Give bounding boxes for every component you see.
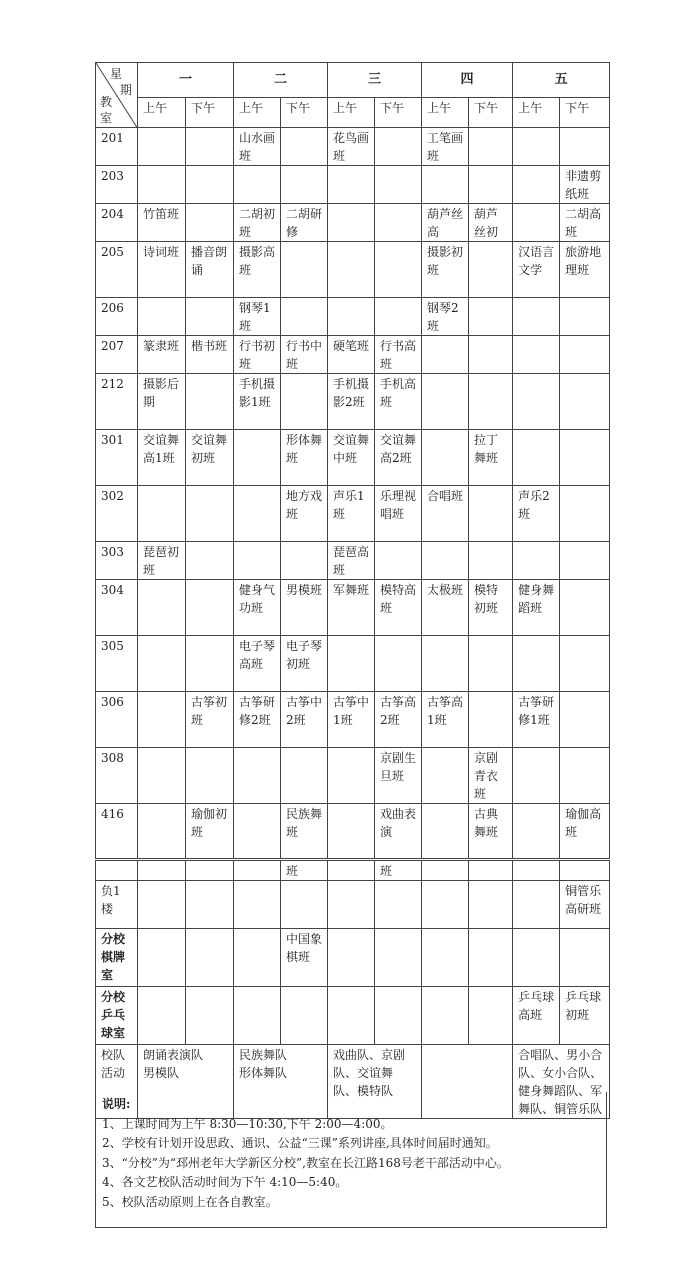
- class-cell-mon-pm: [186, 580, 234, 636]
- class-cell-mon-pm: [186, 298, 234, 336]
- corner-label-qi: 期: [120, 83, 133, 97]
- class-cell-fri-pm: 乒乓球初班: [560, 987, 610, 1045]
- notes-line: 5、校队活动原则上在各自教室。: [102, 1194, 278, 1209]
- class-cell-wed-am: [328, 987, 375, 1045]
- class-cell-thu-am: 合唱班: [422, 486, 469, 542]
- table-row: [96, 374, 610, 430]
- class-cell-wed-am: [328, 204, 375, 242]
- class-cell-tue-am: 行书初班: [234, 336, 281, 374]
- class-cell-tue-pm: 班: [281, 860, 328, 881]
- class-cell-tue-pm: [281, 242, 328, 298]
- class-cell-wed-pm: [375, 166, 422, 204]
- class-cell-tue-am: [234, 542, 281, 580]
- notes-line: 3、“分校”为“邳州老年大学新区分校”,教室在长江路168号老干部活动中心。: [102, 1155, 509, 1170]
- team-cell-wed: 戏曲队、京剧队、交谊舞队、模特队: [328, 1045, 422, 1119]
- class-cell-fri-am: [513, 204, 560, 242]
- class-cell-fri-am: [513, 860, 560, 881]
- class-cell-mon-am: 诗词班: [138, 242, 186, 298]
- class-cell-tue-pm: [281, 374, 328, 430]
- class-cell-fri-pm: 铜管乐高研班: [560, 881, 610, 929]
- class-cell-tue-pm: [281, 987, 328, 1045]
- class-cell-fri-am: [513, 374, 560, 430]
- half-header-fri-am: 上午: [513, 97, 560, 127]
- class-cell-mon-am: [138, 987, 186, 1045]
- notes-section: [95, 1092, 607, 1228]
- class-cell-wed-am: [328, 242, 375, 298]
- class-cell-wed-am: 古筝中1班: [328, 692, 375, 748]
- class-cell-mon-pm: [186, 128, 234, 166]
- room-cell: 305: [96, 636, 138, 692]
- class-cell-tue-am: 健身气功班: [234, 580, 281, 636]
- class-cell-thu-am: [422, 860, 469, 881]
- notes-title: 说明:: [102, 1097, 131, 1111]
- class-cell-thu-am: 摄影初班: [422, 242, 469, 298]
- class-cell-fri-am: [513, 166, 560, 204]
- class-cell-wed-pm: [375, 881, 422, 929]
- class-cell-tue-pm: 中国象棋班: [281, 929, 328, 987]
- half-header-wed-pm: 下午: [375, 97, 422, 127]
- room-cell: 207: [96, 336, 138, 374]
- class-cell-mon-am: 竹笛班: [138, 204, 186, 242]
- class-cell-wed-pm: 京剧生旦班: [375, 748, 422, 804]
- table-row: [96, 881, 610, 929]
- class-cell-mon-pm: [186, 374, 234, 430]
- class-cell-wed-pm: 古筝高2班: [375, 692, 422, 748]
- class-cell-mon-pm: [186, 881, 234, 929]
- class-cell-mon-pm: [186, 929, 234, 987]
- table-row: [96, 430, 610, 486]
- table-row: [96, 204, 610, 242]
- class-cell-mon-am: [138, 486, 186, 542]
- class-cell-fri-am: [513, 929, 560, 987]
- room-cell: 303: [96, 542, 138, 580]
- table-row: [96, 804, 610, 860]
- room-cell: 206: [96, 298, 138, 336]
- class-cell-thu-pm: [469, 486, 513, 542]
- class-cell-wed-pm: [375, 242, 422, 298]
- class-cell-thu-am: [422, 804, 469, 860]
- class-cell-mon-am: 篆隶班: [138, 336, 186, 374]
- team-cell-tue: 民族舞队形体舞队: [234, 1045, 328, 1119]
- half-header-mon-pm: 下午: [186, 97, 234, 127]
- class-cell-fri-am: 古筝研修1班: [513, 692, 560, 748]
- class-cell-fri-am: [513, 542, 560, 580]
- half-header-tue-am: 上午: [234, 97, 281, 127]
- class-cell-fri-pm: [560, 929, 610, 987]
- class-cell-tue-pm: 民族舞班: [281, 804, 328, 860]
- room-cell: 212: [96, 374, 138, 430]
- class-cell-wed-am: [328, 881, 375, 929]
- room-cell: 304: [96, 580, 138, 636]
- table-row: [96, 166, 610, 204]
- class-cell-mon-pm: 楷书班: [186, 336, 234, 374]
- class-cell-tue-pm: [281, 298, 328, 336]
- class-cell-mon-pm: 瑜伽初班: [186, 804, 234, 860]
- class-cell-mon-am: [138, 636, 186, 692]
- class-cell-wed-am: 声乐1班: [328, 486, 375, 542]
- class-cell-mon-am: [138, 166, 186, 204]
- class-cell-fri-am: [513, 430, 560, 486]
- class-cell-fri-pm: [560, 636, 610, 692]
- class-cell-fri-pm: [560, 580, 610, 636]
- class-cell-mon-am: 交谊舞高1班: [138, 430, 186, 486]
- class-cell-thu-am: [422, 336, 469, 374]
- class-cell-tue-am: 古筝研修2班: [234, 692, 281, 748]
- class-cell-wed-am: [328, 636, 375, 692]
- class-cell-mon-am: 摄影后期: [138, 374, 186, 430]
- class-cell-tue-pm: 行书中班: [281, 336, 328, 374]
- class-cell-mon-pm: [186, 987, 234, 1045]
- class-cell-thu-pm: [469, 692, 513, 748]
- class-cell-thu-pm: [469, 166, 513, 204]
- class-cell-wed-pm: 行书高班: [375, 336, 422, 374]
- class-cell-wed-pm: 交谊舞高2班: [375, 430, 422, 486]
- class-cell-wed-am: [328, 166, 375, 204]
- table-row: [96, 486, 610, 542]
- room-cell: [96, 860, 138, 881]
- class-cell-thu-am: [422, 636, 469, 692]
- class-cell-wed-pm: [375, 542, 422, 580]
- team-label: 校队活动: [96, 1045, 138, 1119]
- class-cell-mon-pm: [186, 636, 234, 692]
- class-cell-wed-pm: 模特高班: [375, 580, 422, 636]
- class-cell-thu-am: [422, 166, 469, 204]
- class-cell-mon-am: [138, 128, 186, 166]
- room-cell: 416: [96, 804, 138, 860]
- class-cell-thu-pm: [469, 542, 513, 580]
- room-cell: 302: [96, 486, 138, 542]
- class-cell-wed-am: 琵琶高班: [328, 542, 375, 580]
- class-cell-thu-am: [422, 542, 469, 580]
- table-header: [96, 63, 610, 128]
- class-cell-mon-pm: [186, 542, 234, 580]
- class-cell-mon-am: [138, 860, 186, 881]
- corner-label-jiao: 教: [100, 95, 113, 109]
- class-cell-fri-am: [513, 298, 560, 336]
- class-cell-fri-pm: [560, 748, 610, 804]
- table-row: [96, 298, 610, 336]
- class-cell-wed-am: [328, 929, 375, 987]
- class-cell-thu-pm: 拉丁舞班: [469, 430, 513, 486]
- class-cell-tue-pm: 地方戏班: [281, 486, 328, 542]
- class-cell-mon-pm: [186, 166, 234, 204]
- class-cell-wed-pm: 班: [375, 860, 422, 881]
- class-cell-fri-am: 乒乓球高班: [513, 987, 560, 1045]
- table-row: [96, 860, 610, 881]
- class-cell-wed-pm: [375, 128, 422, 166]
- day-header-wed: 三: [328, 63, 422, 98]
- class-cell-tue-am: 手机摄影1班: [234, 374, 281, 430]
- class-cell-thu-pm: 模特初班: [469, 580, 513, 636]
- class-cell-thu-pm: [469, 636, 513, 692]
- half-header-mon-am: 上午: [138, 97, 186, 127]
- day-header-mon: 一: [138, 63, 234, 98]
- class-cell-mon-am: [138, 881, 186, 929]
- class-cell-mon-pm: [186, 748, 234, 804]
- schedule-body: [96, 128, 610, 860]
- class-cell-fri-am: 健身舞蹈班: [513, 580, 560, 636]
- class-cell-thu-am: [422, 987, 469, 1045]
- class-cell-thu-pm: [469, 242, 513, 298]
- class-cell-thu-am: [422, 881, 469, 929]
- class-cell-tue-am: 山水画班: [234, 128, 281, 166]
- class-cell-thu-pm: 古典舞班: [469, 804, 513, 860]
- class-cell-fri-am: [513, 336, 560, 374]
- class-cell-mon-pm: 播音朗诵: [186, 242, 234, 298]
- class-cell-tue-am: 二胡初班: [234, 204, 281, 242]
- class-cell-mon-am: [138, 580, 186, 636]
- class-cell-tue-pm: 形体舞班: [281, 430, 328, 486]
- class-cell-thu-pm: [469, 128, 513, 166]
- class-cell-wed-pm: [375, 298, 422, 336]
- class-cell-tue-am: 摄影高班: [234, 242, 281, 298]
- class-cell-thu-am: [422, 929, 469, 987]
- class-cell-tue-pm: 古筝中2班: [281, 692, 328, 748]
- class-cell-fri-am: [513, 636, 560, 692]
- class-cell-fri-pm: 非遗剪纸班: [560, 166, 610, 204]
- class-cell-fri-am: [513, 748, 560, 804]
- class-cell-wed-am: 手机摄影2班: [328, 374, 375, 430]
- class-cell-thu-pm: [469, 987, 513, 1045]
- room-cell: 306: [96, 692, 138, 748]
- day-header-fri: 五: [513, 63, 610, 98]
- class-cell-wed-pm: 戏曲表演: [375, 804, 422, 860]
- class-cell-wed-am: [328, 860, 375, 881]
- table-row: [96, 242, 610, 298]
- class-cell-mon-pm: 古筝初班: [186, 692, 234, 748]
- class-cell-thu-pm: [469, 860, 513, 881]
- class-cell-thu-am: 钢琴2班: [422, 298, 469, 336]
- class-cell-fri-pm: [560, 128, 610, 166]
- room-cell: 分校棋牌室: [96, 929, 138, 987]
- class-cell-mon-am: [138, 298, 186, 336]
- class-cell-fri-am: 汉语言文学: [513, 242, 560, 298]
- table-row: [96, 987, 610, 1045]
- class-cell-wed-pm: 乐理视唱班: [375, 486, 422, 542]
- class-cell-fri-am: [513, 804, 560, 860]
- class-cell-tue-pm: 男模班: [281, 580, 328, 636]
- class-cell-thu-am: 葫芦丝高: [422, 204, 469, 242]
- class-cell-thu-am: 古筝高1班: [422, 692, 469, 748]
- table-row: [96, 929, 610, 987]
- class-cell-thu-pm: 葫芦丝初: [469, 204, 513, 242]
- class-cell-tue-pm: [281, 166, 328, 204]
- class-cell-thu-am: [422, 430, 469, 486]
- table-row: [96, 692, 610, 748]
- class-cell-wed-am: [328, 748, 375, 804]
- class-cell-fri-pm: [560, 336, 610, 374]
- table-row: [96, 128, 610, 166]
- day-header-thu: 四: [422, 63, 513, 98]
- class-cell-fri-pm: [560, 430, 610, 486]
- notes-line: 2、学校有计划开设思政、通识、公益“三课”系列讲座,具体时间届时通知。: [102, 1136, 498, 1150]
- class-cell-tue-pm: [281, 881, 328, 929]
- class-cell-thu-am: [422, 748, 469, 804]
- class-cell-mon-am: [138, 804, 186, 860]
- day-header-tue: 二: [234, 63, 328, 98]
- class-cell-fri-pm: 瑜伽高班: [560, 804, 610, 860]
- half-header-thu-pm: 下午: [469, 97, 513, 127]
- class-cell-thu-am: [422, 374, 469, 430]
- notes-line: 4、各文艺校队活动时间为下午 4:10—5:40。: [102, 1175, 348, 1189]
- class-cell-tue-pm: 二胡研修: [281, 204, 328, 242]
- class-cell-wed-pm: [375, 204, 422, 242]
- half-header-thu-am: 上午: [422, 97, 469, 127]
- class-cell-wed-pm: [375, 929, 422, 987]
- class-cell-fri-pm: [560, 692, 610, 748]
- class-cell-mon-am: 琵琶初班: [138, 542, 186, 580]
- class-cell-fri-pm: [560, 542, 610, 580]
- corner-label-shi: 室: [100, 111, 113, 125]
- class-cell-thu-pm: [469, 929, 513, 987]
- class-cell-mon-am: [138, 748, 186, 804]
- room-cell: 201: [96, 128, 138, 166]
- class-cell-tue-am: 钢琴1班: [234, 298, 281, 336]
- class-cell-wed-am: [328, 298, 375, 336]
- schedule-table: [95, 62, 610, 1119]
- room-cell: 301: [96, 430, 138, 486]
- class-cell-thu-pm: [469, 336, 513, 374]
- room-cell: 204: [96, 204, 138, 242]
- class-cell-wed-am: 交谊舞中班: [328, 430, 375, 486]
- room-cell: 负1楼: [96, 881, 138, 929]
- class-cell-fri-am: [513, 128, 560, 166]
- class-cell-thu-pm: [469, 298, 513, 336]
- class-cell-tue-am: [234, 881, 281, 929]
- room-cell: 308: [96, 748, 138, 804]
- class-cell-tue-am: [234, 804, 281, 860]
- class-cell-wed-am: [328, 804, 375, 860]
- class-cell-fri-pm: 旅游地理班: [560, 242, 610, 298]
- notes-line: 1、上课时间为上午 8:30—10:30,下午 2:00—4:00。: [102, 1116, 393, 1131]
- class-cell-wed-am: 军舞班: [328, 580, 375, 636]
- class-cell-mon-pm: 交谊舞初班: [186, 430, 234, 486]
- class-cell-fri-pm: [560, 374, 610, 430]
- class-cell-wed-pm: 手机高班: [375, 374, 422, 430]
- table-row: [96, 636, 610, 692]
- class-cell-wed-pm: [375, 636, 422, 692]
- class-cell-tue-pm: [281, 748, 328, 804]
- class-cell-tue-am: [234, 929, 281, 987]
- half-header-fri-pm: 下午: [560, 97, 610, 127]
- corner-label-star: 星: [110, 67, 123, 81]
- class-cell-tue-pm: [281, 542, 328, 580]
- class-cell-fri-pm: [560, 298, 610, 336]
- class-cell-fri-am: [513, 881, 560, 929]
- class-cell-mon-am: [138, 929, 186, 987]
- class-cell-tue-am: 电子琴高班: [234, 636, 281, 692]
- table-row: [96, 748, 610, 804]
- half-header-tue-pm: 下午: [281, 97, 328, 127]
- class-cell-tue-pm: [281, 128, 328, 166]
- class-cell-thu-pm: [469, 881, 513, 929]
- room-cell: 205: [96, 242, 138, 298]
- class-cell-fri-pm: [560, 860, 610, 881]
- class-cell-tue-am: [234, 486, 281, 542]
- class-cell-tue-am: [234, 987, 281, 1045]
- class-cell-fri-pm: [560, 486, 610, 542]
- class-cell-tue-pm: 电子琴初班: [281, 636, 328, 692]
- team-cell-mon: 朗诵表演队男模队: [138, 1045, 234, 1119]
- room-cell: 分校乒乓球室: [96, 987, 138, 1045]
- corner-cell: [96, 63, 138, 128]
- table-row: [96, 580, 610, 636]
- class-cell-thu-pm: 京剧青衣班: [469, 748, 513, 804]
- room-cell: 203: [96, 166, 138, 204]
- class-cell-mon-pm: [186, 860, 234, 881]
- class-cell-thu-am: 太极班: [422, 580, 469, 636]
- class-cell-tue-am: [234, 860, 281, 881]
- class-cell-wed-pm: [375, 987, 422, 1045]
- half-header-wed-am: 上午: [328, 97, 375, 127]
- table-row: [96, 336, 610, 374]
- class-cell-tue-am: [234, 166, 281, 204]
- team-cell-fri: 合唱队、男小合队、女小合队、健身舞蹈队、军舞队、铜管乐队: [513, 1045, 610, 1119]
- class-cell-mon-am: [138, 692, 186, 748]
- class-cell-thu-am: 工笔画班: [422, 128, 469, 166]
- class-cell-mon-pm: [186, 204, 234, 242]
- class-cell-thu-pm: [469, 374, 513, 430]
- class-cell-fri-am: 声乐2班: [513, 486, 560, 542]
- class-cell-wed-am: 硬笔班: [328, 336, 375, 374]
- halves-row: [96, 97, 610, 127]
- class-cell-tue-am: [234, 430, 281, 486]
- class-cell-wed-am: 花鸟画班: [328, 128, 375, 166]
- class-cell-fri-pm: 二胡高班: [560, 204, 610, 242]
- table-row: [96, 542, 610, 580]
- class-cell-mon-pm: [186, 486, 234, 542]
- class-cell-tue-am: [234, 748, 281, 804]
- schedule-extra-body: [96, 860, 610, 1045]
